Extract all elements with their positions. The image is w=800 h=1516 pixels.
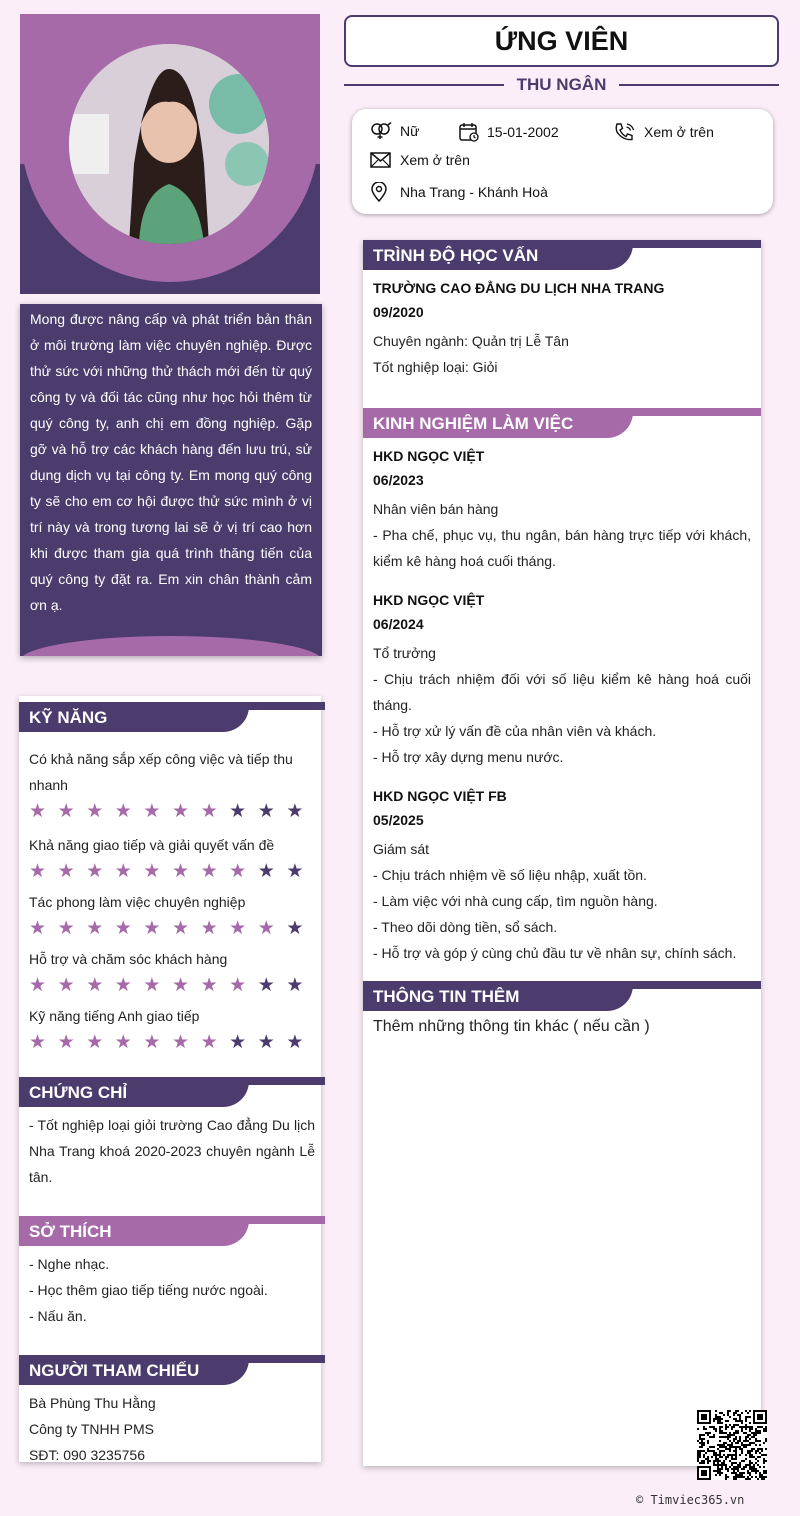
gender-icon xyxy=(370,122,392,140)
skill-item xyxy=(29,1003,315,1054)
profile-photo-panel xyxy=(20,14,320,294)
star-icon: ★ xyxy=(257,1032,275,1053)
candidate-name: ỨNG VIÊN xyxy=(494,25,629,56)
skill-rating xyxy=(29,861,315,883)
experience-title: KINH NGHIỆM LÀM VIỆC xyxy=(373,414,574,433)
job-entry xyxy=(373,444,751,574)
skill-label: Khả năng giao tiếp và giải quyết vấn đề xyxy=(29,837,275,853)
candidate-name-box xyxy=(344,15,779,67)
star-icon: ★ xyxy=(257,975,275,996)
job-company: HKD NGỌC VIỆT FB xyxy=(373,788,507,804)
star-icon: ★ xyxy=(29,918,47,939)
star-icon: ★ xyxy=(229,918,247,939)
references-section-header xyxy=(19,1349,325,1385)
job-entry xyxy=(373,784,751,966)
hobby-item: - Nấu ăn. xyxy=(29,1308,87,1324)
star-icon: ★ xyxy=(143,918,161,939)
contact-info-box xyxy=(352,109,773,214)
star-icon: ★ xyxy=(29,861,47,882)
job-line: - Hỗ trợ xây dựng menu nước. xyxy=(373,749,564,765)
star-icon: ★ xyxy=(171,1032,190,1053)
skills-section-header xyxy=(19,696,325,732)
job-line: Nhân viên bán hàng xyxy=(373,501,499,517)
star-icon: ★ xyxy=(86,975,104,996)
job-line: - Hỗ trợ xử lý vấn đề của nhân viên và khách. xyxy=(373,723,657,739)
star-icon: ★ xyxy=(286,801,304,822)
reference-name: Bà Phùng Thu Hằng xyxy=(29,1395,156,1411)
job-line: - Chịu trách nhiệm đối với số liệu kiểm kê hàng hoá cuối tháng. xyxy=(373,671,751,713)
career-objective xyxy=(20,304,322,656)
position-title: THU NGÂN xyxy=(516,75,607,94)
star-icon: ★ xyxy=(29,1032,47,1053)
certificates-title: CHỨNG CHỈ xyxy=(29,1083,128,1102)
star-icon: ★ xyxy=(286,918,304,939)
hobbies-list xyxy=(29,1251,315,1329)
star-icon: ★ xyxy=(114,861,132,882)
job-line: - Theo dõi dòng tiền, sổ sách. xyxy=(373,919,558,935)
references-title: NGƯỜI THAM CHIẾU xyxy=(29,1361,200,1380)
star-icon: ★ xyxy=(29,801,47,822)
hobby-item: - Nghe nhạc. xyxy=(29,1256,110,1272)
star-icon: ★ xyxy=(57,861,75,882)
calendar-icon xyxy=(459,122,479,142)
location-pin-icon xyxy=(370,182,392,202)
job-line: - Chịu trách nhiệm về số liệu nhập, xuất tồn. xyxy=(373,867,647,883)
education-grade: Tốt nghiệp loại: Giỏi xyxy=(373,359,498,375)
star-icon: ★ xyxy=(229,861,247,882)
star-icon: ★ xyxy=(86,1032,104,1053)
reference-company: Công ty TNHH PMS xyxy=(29,1421,154,1437)
education-title: TRÌNH ĐỘ HỌC VẤN xyxy=(373,246,539,265)
star-icon: ★ xyxy=(200,801,218,822)
objective-text: Mong được nâng cấp và phát triển bản thân ở môi trường làm việc chuyên nghiệp. Được thử sức với những thử thách mới đến từ quý công ty và đối tác cũng như học hỏi thêm từ quý công ty, anh chị em đồng nghiệp. Gặp gỡ và hỗ trợ các khách hàng đến lưu trú, sử dụng dịch vụ tại công ty. Em mong quý công ty sẽ cho em cơ hội được thử sức mình ở vị trí này và trong tương lai sẽ ở vị trí cao hơn khi được tham gia quá trình thăng tiến của quý công ty đặt ra. Em xin chân thành cảm ơn ạ. xyxy=(30,311,312,613)
star-icon: ★ xyxy=(229,1032,247,1053)
education-section-header xyxy=(363,234,761,270)
skill-label: Có khả năng sắp xếp công việc và tiếp thu nhanh xyxy=(29,751,293,793)
star-icon: ★ xyxy=(286,861,304,882)
star-icon: ★ xyxy=(86,861,104,882)
skill-item xyxy=(29,889,315,940)
job-entry xyxy=(373,588,751,770)
left-info-panel xyxy=(19,696,321,1462)
gender-value: Nữ xyxy=(400,123,420,139)
job-date: 06/2024 xyxy=(373,616,424,632)
position-title-row xyxy=(344,72,779,98)
education-major: Chuyên ngành: Quản trị Lễ Tân xyxy=(373,333,569,349)
star-icon: ★ xyxy=(171,801,190,822)
education-entry xyxy=(373,276,751,380)
reference-phone: SĐT: 090 3235756 xyxy=(29,1447,145,1463)
experience-section-header xyxy=(363,402,761,438)
star-icon: ★ xyxy=(143,1032,161,1053)
star-icon: ★ xyxy=(229,975,247,996)
email-icon xyxy=(370,152,392,168)
star-icon: ★ xyxy=(114,1032,132,1053)
phone-row xyxy=(614,122,714,142)
skill-label: Kỹ năng tiếng Anh giao tiếp xyxy=(29,1008,200,1024)
star-icon: ★ xyxy=(229,801,247,822)
star-icon: ★ xyxy=(143,861,161,882)
skill-rating xyxy=(29,801,315,823)
skill-item xyxy=(29,746,315,823)
star-icon: ★ xyxy=(171,918,190,939)
hobbies-section-header xyxy=(19,1210,325,1246)
star-icon: ★ xyxy=(86,801,104,822)
job-company: HKD NGỌC VIỆT xyxy=(373,448,485,464)
star-icon: ★ xyxy=(143,975,161,996)
star-icon: ★ xyxy=(257,861,275,882)
star-icon: ★ xyxy=(114,975,132,996)
main-info-panel xyxy=(363,240,761,1466)
extra-info-title: THÔNG TIN THÊM xyxy=(373,987,520,1006)
star-icon: ★ xyxy=(171,975,190,996)
phone-value: Xem ở trên xyxy=(644,124,714,140)
star-icon: ★ xyxy=(29,975,47,996)
skill-item xyxy=(29,832,315,883)
star-icon: ★ xyxy=(57,918,75,939)
job-line: Giám sát xyxy=(373,841,430,857)
gender-row xyxy=(370,122,419,140)
references-list xyxy=(29,1390,315,1468)
school-name: TRƯỜNG CAO ĐẲNG DU LỊCH NHA TRANG xyxy=(373,280,665,296)
qr-code xyxy=(697,1410,767,1480)
skill-label: Hỗ trợ và chăm sóc khách hàng xyxy=(29,951,228,967)
job-line: - Làm việc với nhà cung cấp, tìm nguồn hàng. xyxy=(373,893,658,909)
skill-item xyxy=(29,946,315,997)
extra-info-text: Thêm những thông tin khác ( nếu cần ) xyxy=(373,1018,650,1035)
star-icon: ★ xyxy=(171,861,190,882)
job-date: 06/2023 xyxy=(373,472,424,488)
skill-rating xyxy=(29,975,315,997)
star-icon: ★ xyxy=(200,975,218,996)
skill-rating xyxy=(29,918,315,940)
certificates-section-header xyxy=(19,1071,325,1107)
job-date: 05/2025 xyxy=(373,812,424,828)
skill-rating xyxy=(29,1032,315,1054)
skill-label: Tác phong làm việc chuyên nghiệp xyxy=(29,894,246,910)
skills-title: KỸ NĂNG xyxy=(29,708,108,727)
dob-value: 15-01-2002 xyxy=(487,124,559,140)
star-icon: ★ xyxy=(86,918,104,939)
address-row xyxy=(370,182,548,202)
email-row xyxy=(370,152,470,168)
star-icon: ★ xyxy=(257,801,275,822)
job-line: - Hỗ trợ và góp ý cùng chủ đầu tư về nhân sự, chính sách. xyxy=(373,945,737,961)
dob-row xyxy=(459,122,559,142)
star-icon: ★ xyxy=(57,1032,75,1053)
star-icon: ★ xyxy=(286,1032,304,1053)
address-value: Nha Trang - Khánh Hoà xyxy=(400,184,548,200)
footer-credit: © Timviec365.vn xyxy=(636,1493,745,1507)
objective-arc-decoration xyxy=(20,636,322,656)
certificates-text: - Tốt nghiệp loại giỏi trường Cao đẳng Du lịch Nha Trang khoá 2020-2023 chuyên ngành Lễ tân. xyxy=(29,1117,315,1185)
divider-line-right xyxy=(619,84,779,86)
phone-icon xyxy=(614,122,636,142)
education-date: 09/2020 xyxy=(373,304,424,320)
hobbies-title: SỞ THÍCH xyxy=(29,1222,112,1241)
star-icon: ★ xyxy=(200,918,218,939)
job-line: - Pha chế, phục vụ, thu ngân, bán hàng trực tiếp với khách, kiểm kê hàng hoá cuối tháng. xyxy=(373,527,751,569)
job-line: Tổ trưởng xyxy=(373,645,436,661)
job-company: HKD NGỌC VIỆT xyxy=(373,592,485,608)
star-icon: ★ xyxy=(57,975,75,996)
star-icon: ★ xyxy=(200,1032,218,1053)
star-icon: ★ xyxy=(114,801,132,822)
star-icon: ★ xyxy=(143,801,161,822)
extra-info-section-header xyxy=(363,975,761,1011)
hobby-item: - Học thêm giao tiếp tiếng nước ngoài. xyxy=(29,1282,268,1298)
star-icon: ★ xyxy=(114,918,132,939)
email-value: Xem ở trên xyxy=(400,152,470,168)
star-icon: ★ xyxy=(57,801,75,822)
star-icon: ★ xyxy=(200,861,218,882)
star-icon: ★ xyxy=(257,918,275,939)
avatar xyxy=(69,44,269,244)
star-icon: ★ xyxy=(286,975,304,996)
